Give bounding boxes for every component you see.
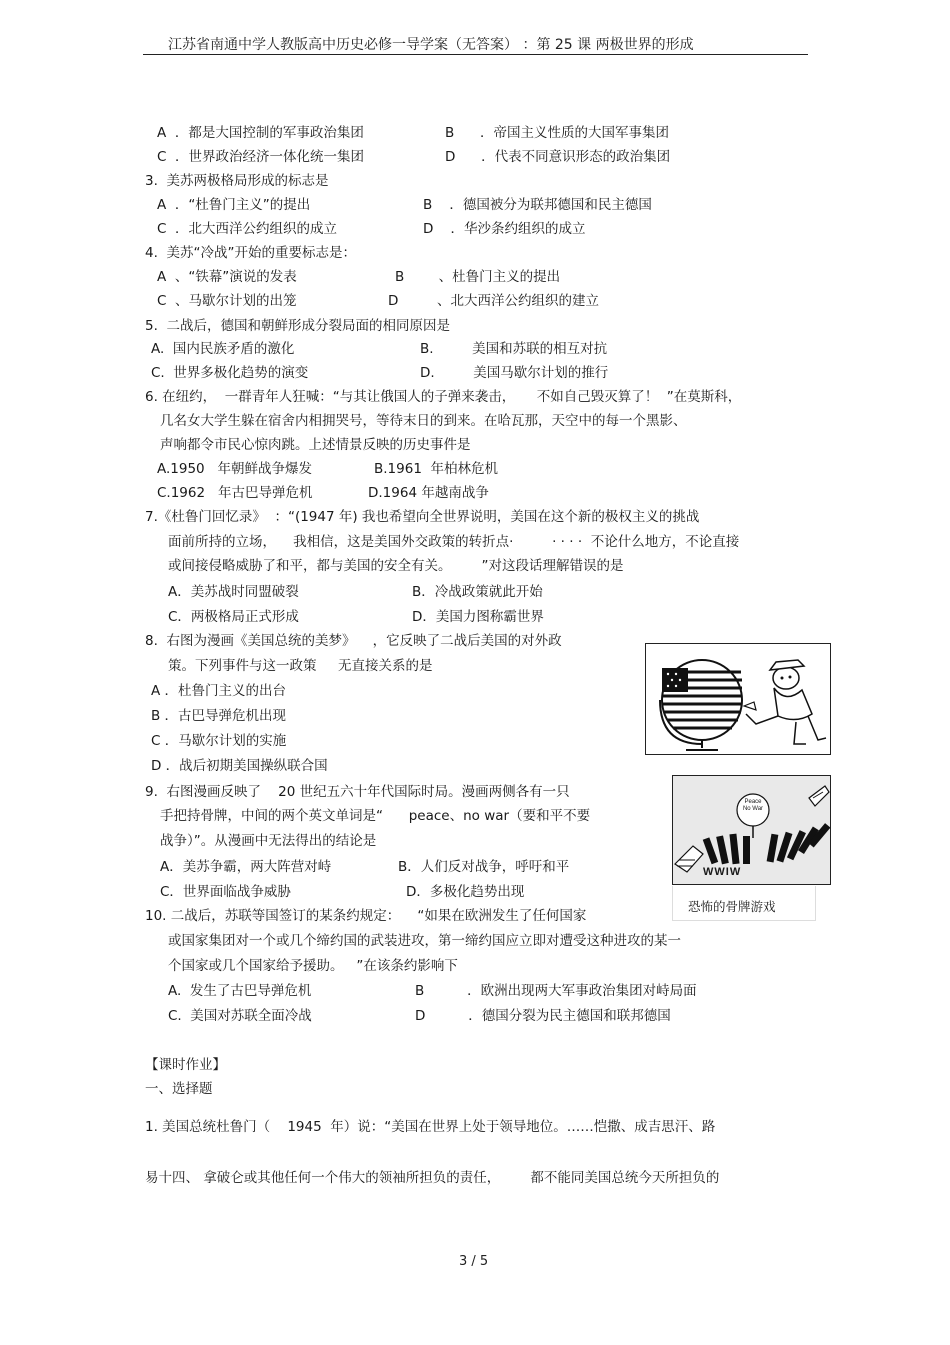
header-rule <box>143 54 808 55</box>
option-line: B ．欧洲出现两大军事政治集团对峙局面 <box>415 983 697 999</box>
question-stem: 战争）”。从漫画中无法得出的结论是 <box>160 833 377 849</box>
option-line: C ．世界政治经济一体化统一集团 <box>157 149 365 165</box>
question-stem: 手把持骨牌，中间的两个英文单词是“ peace、no war（要和平不要 <box>160 808 591 824</box>
option-line: C ．马歇尔计划的实施 <box>151 733 287 749</box>
option-line: D ．华沙条约组织的成立 <box>423 221 586 237</box>
option-line: C. 美国对苏联全面冷战 <box>168 1008 312 1024</box>
question-stem: 10. 二战后，苏联等国签订的某条约规定： “如果在欧洲发生了任何国家 <box>145 908 587 924</box>
question-stem: 面前所持的立场， 我相信，这是美国外交政策的转折点· · · · · 不论什么地方，不论直接 <box>168 534 740 550</box>
figure-caption: 恐怖的骨牌游戏 <box>688 899 776 914</box>
question-stem: 个国家或几个国家给予援助。 ”在该条约影响下 <box>168 958 458 974</box>
question-stem: 策。下列事件与这一政策 无直接关系的是 <box>168 658 433 674</box>
option-line: D. 美国马歇尔计划的推行 <box>420 365 609 381</box>
question-stem: 5. 二战后，德国和朝鲜形成分裂局面的相同原因是 <box>145 318 450 334</box>
option-line: B ．帝国主义性质的大国军事集团 <box>445 125 670 141</box>
option-line: A 、“铁幕”演说的发表 <box>157 269 297 285</box>
option-line: D ．代表不同意识形态的政治集团 <box>445 149 671 165</box>
peace-sign-text: Peace No War <box>742 799 764 812</box>
option-line: C ．北大西洋公约组织的成立 <box>157 221 338 237</box>
question-stem: 几名女大学生躲在宿舍内相拥哭号，等待末日的到来。在哈瓦那，天空中的每一个黑影、 <box>160 413 687 429</box>
domino-drawing <box>673 776 830 884</box>
option-line: B ．德国被分为联邦德国和民主德国 <box>423 197 652 213</box>
option-line: D ．战后初期美国操纵联合国 <box>151 758 328 774</box>
option-line: B．冷战政策就此开始 <box>412 584 543 600</box>
question-stem: 或间接侵略威胁了和平，都与美国的安全有关。 ”对这段话理解错误的是 <box>168 558 624 574</box>
option-line: B．人们反对战争，呼吁和平 <box>398 859 570 875</box>
option-line: A. 国内民族矛盾的激化 <box>151 341 295 357</box>
option-line: D．美国力图称霸世界 <box>412 609 544 625</box>
question-stem: 6. 在纽约， 一群青年人狂喊：“与其让俄国人的子弹来袭击， 不如自己毁灭算了！ ”在莫斯科， <box>145 389 742 405</box>
option-line: A．美苏争霸，两大阵营对峙 <box>160 859 332 875</box>
option-line: B ．古巴导弹危机出现 <box>151 708 287 724</box>
cartoon-president-dream <box>645 643 831 755</box>
option-line: D．多极化趋势出现 <box>406 884 525 900</box>
option-line: A ．都是大国控制的军事政治集团 <box>157 125 364 141</box>
option-line: A ．杜鲁门主义的出台 <box>151 683 287 699</box>
cartoon-domino-game <box>672 775 831 885</box>
option-line: A．美苏战时同盟破裂 <box>168 584 299 600</box>
question-stem: 易十四、 拿破仑或其他任何一个伟大的领袖所担负的责任， 都不能同美国总统今天所担负的 <box>145 1170 720 1186</box>
option-line: A ．“杜鲁门主义”的提出 <box>157 197 311 213</box>
option-line: C.1962 年古巴导弹危机 <box>157 485 313 501</box>
option-line: D.1964 年越南战争 <box>368 485 489 501</box>
section-heading: 【课时作业】 <box>145 1057 226 1073</box>
domino-letters: WWIW <box>703 866 742 878</box>
section-heading: 一、选择题 <box>145 1081 213 1097</box>
option-line: B. 美国和苏联的相互对抗 <box>420 341 608 357</box>
option-line: C．两极格局正式形成 <box>168 609 299 625</box>
question-stem: 8. 右图为漫画《美国总统的美梦》 ，它反映了二战后美国的对外政 <box>145 633 562 649</box>
option-line: C. 世界多极化趋势的演变 <box>151 365 309 381</box>
question-stem: 4. 美苏“冷战”开始的重要标志是： <box>145 245 356 261</box>
page-number: 3 / 5 <box>459 1254 489 1269</box>
question-stem: 3. 美苏两极格局形成的标志是 <box>145 173 329 189</box>
option-line: C 、马歇尔计划的出笼 <box>157 293 297 309</box>
question-stem: 声响都令市民心惊肉跳。上述情景反映的历史事件是 <box>160 437 471 453</box>
option-line: A. 发生了古巴导弹危机 <box>168 983 312 999</box>
option-line: B.1961 年柏林危机 <box>374 461 498 477</box>
page-header: 江苏省南通中学人教版高中历史必修一导学案（无答案） ：第 25 课 两极世界的形成 <box>168 37 694 53</box>
option-line: A.1950 年朝鲜战争爆发 <box>157 461 313 477</box>
question-stem: 7.《杜鲁门回忆录》 ：“(1947 年) 我也希望向全世界说明，美国在这个新的极权主义的挑战 <box>145 509 700 525</box>
option-line: D 、北大西洋公约组织的建立 <box>388 293 600 309</box>
cartoon-drawing <box>646 644 830 754</box>
option-line: C．世界面临战争威胁 <box>160 884 291 900</box>
question-stem: 1. 美国总统杜鲁门（ 1945 年）说：“美国在世界上处于领导地位。……恺撒、成吉思汗、路 <box>145 1119 716 1135</box>
question-stem: 9. 右图漫画反映了 20 世纪五六十年代国际时局。漫画两侧各有一只 <box>145 784 570 800</box>
question-stem: 或国家集团对一个或几个缔约国的武装进攻，第一缔约国应立即对遭受这种进攻的某一 <box>168 933 681 949</box>
option-line: B 、杜鲁门主义的提出 <box>395 269 561 285</box>
option-line: D ．德国分裂为民主德国和联邦德国 <box>415 1008 671 1024</box>
